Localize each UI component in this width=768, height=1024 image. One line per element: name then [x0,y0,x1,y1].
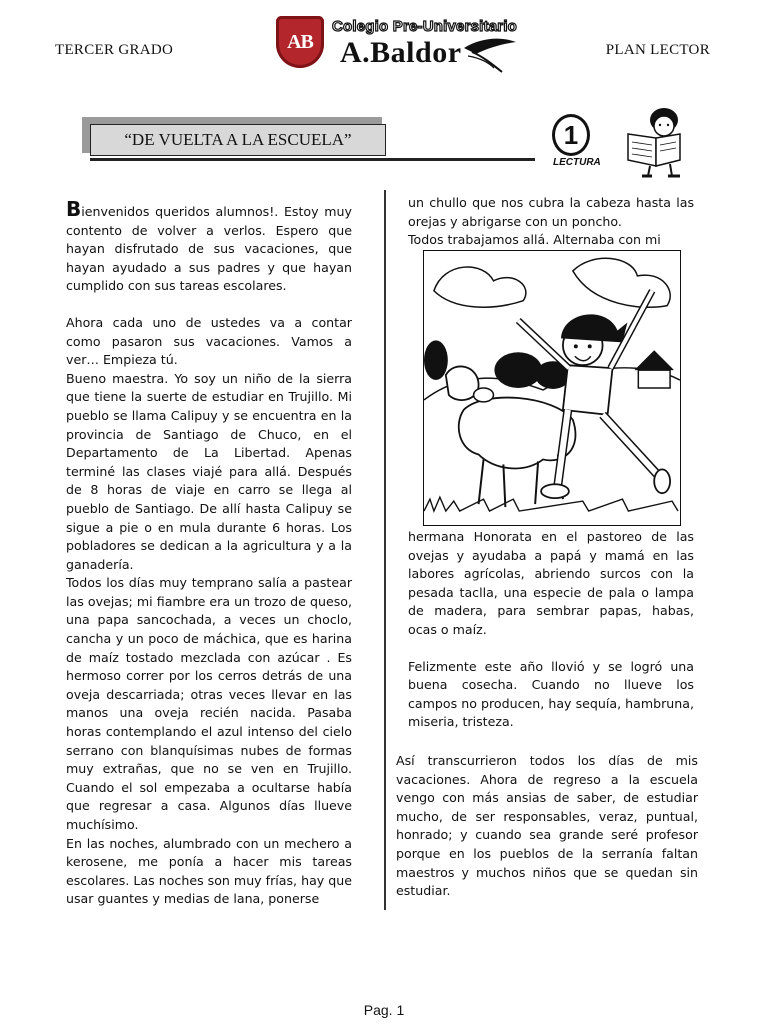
lectura-label: LECTURA [553,157,601,168]
title-underline [90,158,535,161]
intro-paragraph [66,197,352,296]
page-number: Pag. 1 [363,1002,405,1018]
paragraph: un chullo que nos cubra la cabeza hasta las orejas y abrigarse con un poncho. [408,195,694,229]
column-divider [384,190,386,910]
quill-icon [462,34,518,74]
paragraph: Todos trabajamos allá. Alternaba con mi [408,232,661,248]
header-grade: TERCER GRADO [55,42,174,58]
left-column [66,197,352,909]
child-reading-icon [620,104,692,180]
paragraph: Así transcurrieron todos los días de mis vacaciones. Ahora de regreso a la escuela vengo con más ansias de saber, de estudiar mucho, de ser responsables, veraz, puntual, honrado; y cuando sea grande seré profesor porque en los pueblos de la serranía faltan maestros y muchos niños que se quedan sin estudiar. [396,753,698,899]
intro-text: ienvenidos queridos alumnos!. Estoy muy contento de volver a verlos. Espero que hayan disfrutado de sus vacaciones, que hayan ayudado a sus padres y que hayan cumplido con sus tareas escolares. [66,204,352,294]
right-column-top [408,194,694,250]
paragraph: Ahora cada uno de ustedes va a contar como pasaron sus vacaciones. Vamos a ver… Empieza tú. [66,314,352,368]
boy-and-sheep-illustration [423,250,681,526]
header-plan: PLAN LECTOR [605,42,710,58]
lectura-number: 1 [552,114,590,156]
story-title: “DE VUELTA A LA ESCUELA” [90,124,386,156]
logo-school-name: A.Baldor [340,36,462,69]
right-column-middle [408,528,694,732]
drop-cap: B [66,197,82,221]
paragraph: Felizmente este año llovió y se logró una buena cosecha. Cuando no llueve los campos no producen, hay sequía, hambruna, miseria, tristeza. [408,658,694,730]
paragraph: Bueno maestra. Yo soy un niño de la sierra que tiene la suerte de estudiar en Trujillo. Mi pueblo se llama Calipuy y se encuentra en la provincia de Santiago de Chuco, en el Departamento de La Libertad. Apenas terminé las clases viajé para allá. Después de 8 horas de viaje en carro se llega al pueblo de Santiago. De allí hasta Calipuy se sigue a pie o en mula durante 6 horas. Los pobladores se dedican a la agricultura y a la ganadería. [66,370,352,572]
paragraph: En las noches, alumbrado con un mechero a kerosene, me ponía a hacer mis tareas escolares. Las noches son muy frías, hay que usar guantes y medias de lana, ponerse [66,835,352,907]
paragraph: Todos los días muy temprano salía a pastear las ovejas; mi fiambre era un trozo de queso, una papa sancochada, a veces un choclo, cancha y un poco de máchica, que es harina de maíz tostado mezclada con azúcar . Es hermoso correr por los cerros detrás de una oveja descarriada; otras veces llevar en las manos una oveja recién nacida. Pasaba horas contemplando el azul intenso del cielo serrano con blanquísimas nubes de formas muy extrañas, que no se ven en Trujillo. Cuando el sol empezaba a ocultarse había que regresar a casa. Algunos días llueve muchísimo. [66,575,352,832]
school-shield-logo [276,16,324,68]
logo-initials: AB [287,30,313,53]
logo-school-type: Colegio Pre-Universitario [332,18,518,35]
paragraph: hermana Honorata en el pastoreo de las ovejas y ayudaba a papá y mamá en las labores agrícolas, abriendo surcos con la pesada taclla, una especie de pala o lampa de madera, para sembrar papas, habas, ocas o maíz. [408,529,694,637]
right-column-bottom [396,752,698,901]
